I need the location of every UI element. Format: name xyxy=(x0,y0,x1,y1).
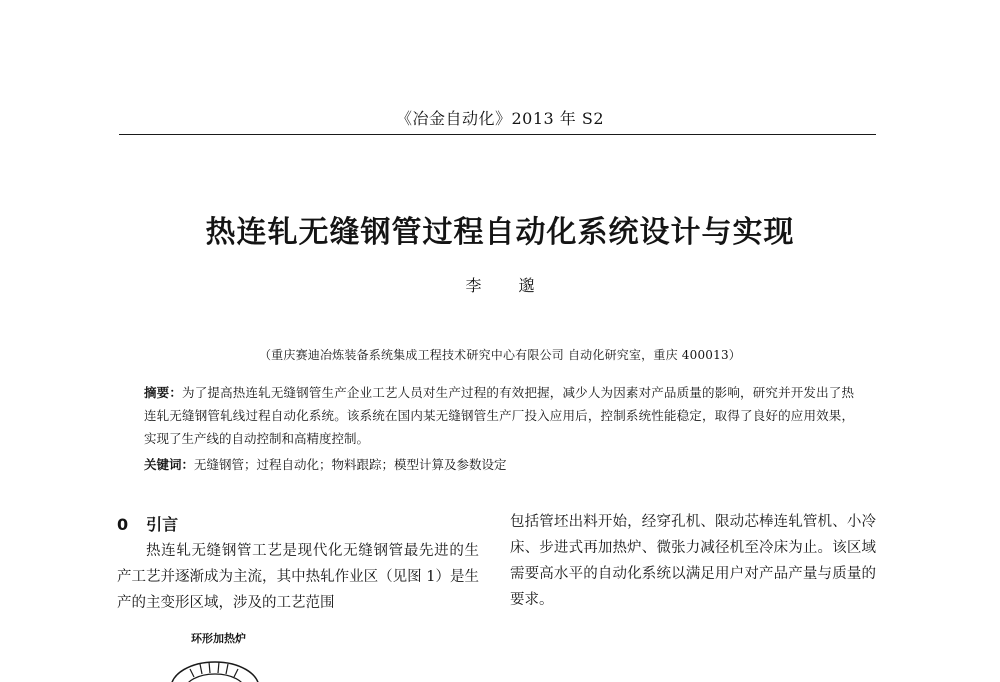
keywords-text: 无缝钢管；过程自动化；物料跟踪；模型计算及参数设定 xyxy=(194,457,507,472)
affiliation: （重庆赛迪冶炼装备系统集成工程技术研究中心有限公司 自动化研究室，重庆 400013） xyxy=(258,348,742,362)
body-right-column: 包括管坯出料开始，经穿孔机、限动芯棒连轧管机、小冷床、步进式再加热炉、微张力减径机至冷床为止。该区域需要高水平的自动化系统以满足用户对产品产量与质量的要求。 xyxy=(510,514,876,608)
body-left-column: 热连轧无缝钢管工艺是现代化无缝钢管最先进的生产工艺并逐渐成为主流，其中热轧作业区（见图 1）是生产的主变形区域，涉及的工艺范围 xyxy=(117,543,479,611)
section-number: 0 xyxy=(117,515,129,534)
figure-label: 环形加热炉 xyxy=(191,632,246,645)
keywords-label: 关键词： xyxy=(144,457,195,472)
section-heading xyxy=(117,512,178,535)
ring-furnace-diagram xyxy=(160,640,270,682)
keywords xyxy=(144,453,854,476)
paper-title: 热连轧无缝钢管过程自动化系统设计与实现 xyxy=(205,215,795,250)
header-rule xyxy=(119,134,876,135)
abstract xyxy=(144,381,854,450)
abstract-text: 为了提高热连轧无缝钢管生产企业工艺人员对生产过程的有效把握，减少人为因素对产品质量的影响，研究并开发出了热连轧无缝钢管轧线过程自动化系统。该系统在国内某无缝钢管生产厂投入应用后，控制系统性能稳定，取得了良好的应用效果，实现了生产线的自动控制和高精度控制。 xyxy=(144,385,854,446)
author: 李 邈 xyxy=(465,276,551,295)
journal-header: 《冶金自动化》2013 年 S2 xyxy=(395,109,605,128)
section-title: 引言 xyxy=(146,515,179,534)
abstract-label: 摘要： xyxy=(144,385,183,400)
